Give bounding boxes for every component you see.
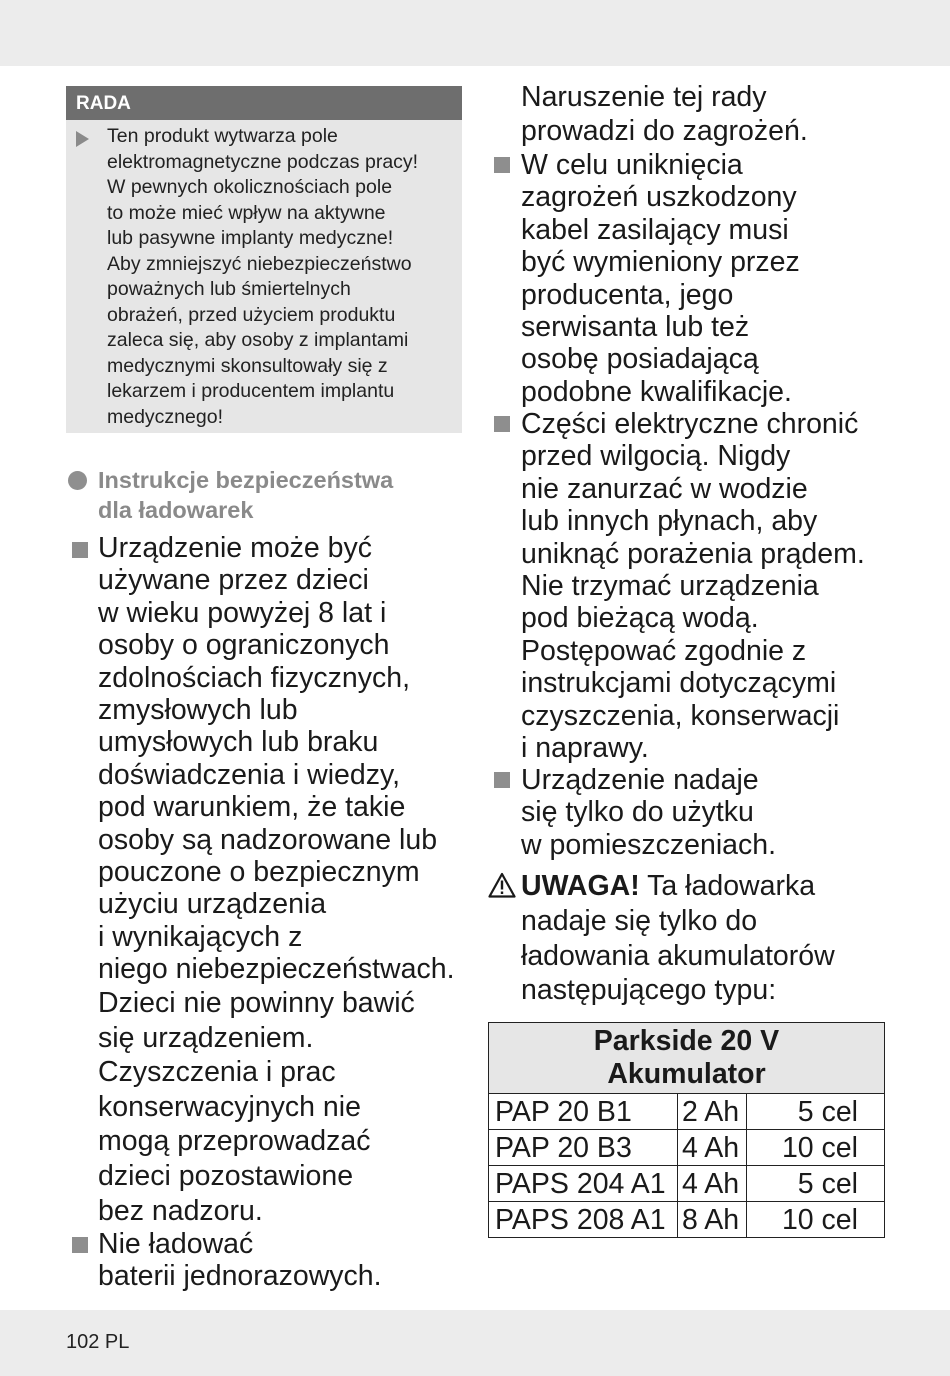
text-line: producenta, jego: [521, 278, 734, 311]
text-line: osoby są nadzorowane lub: [98, 823, 438, 856]
text-line: Naruszenie tej rady: [521, 81, 767, 113]
section-heading-line: dla ładowarek: [98, 497, 254, 523]
table-cell-cells: 10 cel: [747, 1130, 885, 1166]
text-line: być wymieniony przez: [521, 246, 800, 279]
rada-line: poważnych lub śmiertelnych: [107, 278, 351, 300]
safety-item-cable: [521, 149, 901, 408]
battery-table: [488, 1022, 885, 1238]
text-line: niego niebezpieczeństwach.: [98, 953, 455, 986]
table-row: [489, 1202, 885, 1238]
text-line: lub innych płynach, aby: [521, 505, 818, 538]
text-line: się tylko do użytku: [521, 796, 754, 829]
table-row: [489, 1166, 885, 1202]
safety-item-batteries: [98, 1228, 468, 1293]
rada-line: elektromagnetyczne podczas pracy!: [107, 150, 419, 173]
text-line: użyciu urządzenia: [98, 888, 327, 921]
safety-item-children-continued: [98, 986, 468, 1228]
text-line: pod bieżącą wodą.: [521, 602, 759, 635]
text-line: ładowania akumulatorów: [521, 939, 835, 972]
rada-continuation: [521, 81, 901, 148]
warning-label: UWAGA!: [521, 870, 640, 902]
text-line: pod warunkiem, że takie: [98, 791, 406, 824]
text-line: Urządzenie nadaje: [521, 764, 759, 796]
rada-line: Aby zmniejszyć niebezpieczeństwo: [107, 252, 412, 275]
rada-line: medycznego!: [107, 405, 223, 428]
table-cell-capacity: 4 Ah: [678, 1166, 747, 1202]
rada-text: [107, 124, 457, 430]
table-cell-capacity: 4 Ah: [678, 1130, 747, 1166]
square-bullet-icon: [494, 157, 510, 173]
text-line: uniknąć porażenia prądem.: [521, 537, 865, 570]
table-row: [489, 1094, 885, 1130]
text-line: osobę posiadającą: [521, 343, 759, 376]
page-number: 102 PL: [66, 1331, 130, 1353]
table-cell-model: PAP 20 B3: [489, 1130, 678, 1166]
table-cell-model: PAPS 204 A1: [489, 1166, 678, 1202]
table-cell-capacity: 8 Ah: [678, 1202, 747, 1238]
table-cell-cells: 10 cel: [747, 1202, 885, 1238]
table-header-line: Akumulator: [607, 1058, 766, 1090]
text-line: W celu uniknięcia: [521, 149, 743, 181]
text-line: konserwacyjnych nie: [98, 1090, 361, 1123]
warning-first-line: [521, 869, 901, 904]
text-line: osoby o ograniczonych: [98, 629, 390, 662]
text-line: dzieci pozostawione: [98, 1159, 354, 1192]
text-line: baterii jednorazowych.: [98, 1260, 382, 1293]
text-line: Czyszczenia i prac: [98, 1056, 336, 1089]
warning-note: [521, 869, 901, 1008]
rada-line: lekarzem i producentem implantu: [107, 380, 395, 402]
rada-line: lub pasywne implanty medyczne!: [107, 227, 394, 249]
square-bullet-icon: [72, 1237, 88, 1253]
rada-line: zaleca się, aby osoby z implantami: [107, 329, 409, 351]
text-line: umysłowych lub braku: [98, 726, 379, 759]
square-bullet-icon: [72, 542, 88, 558]
text-line: czyszczenia, konserwacji: [521, 699, 840, 732]
safety-item-children: [98, 532, 468, 986]
table-row: [489, 1130, 885, 1166]
text-line: serwisanta lub też: [521, 311, 750, 344]
text-line: zdolnościach fizycznych,: [98, 661, 411, 694]
warning-text: Ta ładowarka: [639, 870, 816, 902]
text-line: i wynikających z: [98, 920, 303, 953]
table-cell-cells: 5 cel: [747, 1166, 885, 1202]
table-header: [489, 1023, 885, 1094]
text-line: pouczone o bezpiecznym: [98, 856, 420, 889]
text-line: Nie trzymać urządzenia: [521, 570, 819, 603]
table-header-line: Parkside 20 V: [593, 1025, 780, 1057]
rada-heading: RADA: [66, 86, 462, 120]
text-line: instrukcjami dotyczącymi: [521, 667, 837, 700]
rada-line: medycznymi skonsultowały się z: [107, 354, 388, 377]
text-line: mogą przeprowadzać: [98, 1125, 371, 1158]
text-line: w wieku powyżej 8 lat i: [98, 596, 387, 629]
rada-box: [66, 120, 462, 433]
text-line: Nie ładować: [98, 1228, 254, 1260]
safety-item-indoor: [521, 764, 901, 861]
text-line: bez nadzoru.: [98, 1194, 263, 1227]
section-heading-line: Instrukcje bezpieczeństwa: [98, 467, 394, 493]
triangle-bullet-icon: [76, 131, 89, 147]
text-line: zmysłowych lub: [98, 694, 298, 727]
square-bullet-icon: [494, 416, 510, 432]
section-heading: [98, 465, 458, 525]
table-cell-model: PAP 20 B1: [489, 1094, 678, 1130]
text-line: Postępować zgodnie z: [521, 634, 807, 667]
text-line: się urządzeniem.: [98, 1021, 314, 1054]
text-line: podobne kwalifikacje.: [521, 375, 792, 408]
text-line: zagrożeń uszkodzony: [521, 181, 797, 214]
text-line: i naprawy.: [521, 732, 649, 765]
circle-bullet-icon: [68, 471, 87, 490]
table-cell-capacity: 2 Ah: [678, 1094, 747, 1130]
table-cell-cells: 5 cel: [747, 1094, 885, 1130]
table-header-row: [489, 1023, 885, 1094]
text-line: nie zanurzać w wodzie: [521, 472, 808, 505]
text-line: kabel zasilający musi: [521, 213, 789, 246]
table-cell-model: PAPS 208 A1: [489, 1202, 678, 1238]
text-line: przed wilgocią. Nigdy: [521, 440, 791, 473]
text-line: prowadzi do zagrożeń.: [521, 114, 808, 147]
rada-line: obrażeń, przed użyciem produktu: [107, 303, 396, 326]
text-line: w pomieszczeniach.: [521, 828, 777, 861]
safety-item-moisture: [521, 408, 901, 764]
rada-line: to może mieć wpływ na aktywne: [107, 201, 386, 224]
warning-triangle-icon: [488, 872, 516, 898]
text-line: doświadczenia i wiedzy,: [98, 758, 401, 791]
rada-line: Ten produkt wytwarza pole: [107, 125, 338, 147]
rada-line: W pewnych okolicznościach pole: [107, 176, 393, 198]
top-margin-band: [0, 0, 950, 66]
text-line: następującego typu:: [521, 974, 777, 1007]
text-line: Części elektryczne chronić: [521, 408, 859, 440]
square-bullet-icon: [494, 772, 510, 788]
text-line: używane przez dzieci: [98, 564, 369, 597]
text-line: Urządzenie może być: [98, 532, 373, 564]
text-line: nadaje się tylko do: [521, 904, 758, 937]
text-line: Dzieci nie powinny bawić: [98, 987, 415, 1019]
bottom-margin-band: [0, 1310, 950, 1376]
